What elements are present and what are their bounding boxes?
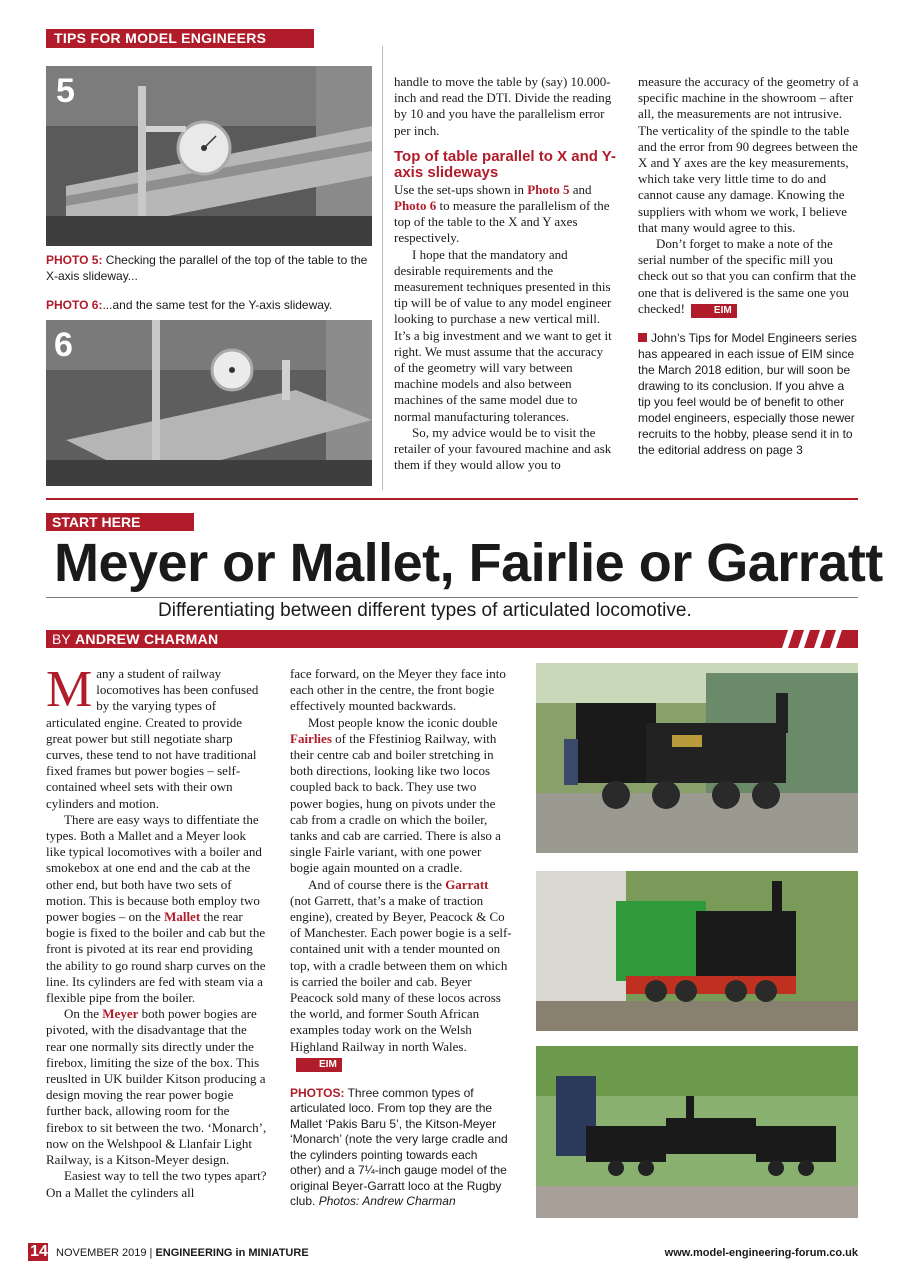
byline-bar — [46, 630, 858, 648]
article-c1-p2 — [46, 812, 268, 1006]
footer — [0, 1240, 906, 1264]
milling-table-image-2 — [46, 320, 372, 486]
tips-note-text: John’s Tips for Model Engineers series has appeared in each issue of EIM since the March 2018 edition, bur will soon be drawing to its conclusion. If you ahve a tip you feel would be of benefit to other model engineers, especially those newer recruits to the hobby, please send it in to the editorial address on page 3 — [638, 330, 857, 457]
photos-credit: Photos: Andrew Charman — [318, 1194, 456, 1209]
c2p2a: Most people know the iconic double — [308, 714, 498, 730]
article-subtitle: Differentiating between different types of articulated locomotive. — [158, 600, 692, 621]
footer-issue-date: NOVEMBER 2019 — [56, 1247, 147, 1259]
tips-column-3 — [638, 74, 860, 458]
note-square-icon — [638, 333, 647, 342]
green-locomotive-image — [536, 871, 858, 1031]
tips-subheading: Top of table parallel to X and Y-axis slideways — [394, 147, 616, 181]
tips-col2-p3: I hope that the mandatory and desirable requirements and the measurement techniques presented in this tip will be of value to any model engineer looking to purchase a new vertical mill. It’s a big investment and we want to get it right. We must assume that the accuracy of the geometry will vary between machine models and also between machines of the same model due to normal manufacturing tolerances. — [394, 246, 612, 424]
mallet-highlight: Mallet — [164, 909, 201, 925]
slash-decoration — [782, 630, 852, 648]
photos-caption — [290, 1086, 512, 1210]
tips-column-2 — [394, 74, 616, 473]
garratt-model-photo — [536, 1046, 858, 1218]
article-c2-p1: face forward, on the Meyer they face into each other in the centre, the front bogie effectively mounted backwards. — [290, 666, 506, 714]
c1p3b: both power bogies are pivoted, with the disadvantage that the rear one normally sits directly under the firebox, limiting the size of the box. This reuslted in UK builder Kitson producing a design moving the rear power bogie further back, allowing room for the firebox to sit between the two. ‘Monarch’, now on the Welshpool & Llanfair Light Railway, is a Kitson-Meyer design. — [46, 1006, 267, 1168]
start-here-kicker: START HERE — [46, 513, 194, 531]
column-divider — [382, 46, 383, 490]
tips-col3-p2 — [638, 236, 860, 318]
section-separator — [46, 498, 858, 500]
page-number: 14 — [30, 1243, 48, 1260]
photo-5-number: 5 — [56, 72, 75, 110]
photo-5-caption-text: Checking the parallel of the top of the table to the X-axis slideway... — [46, 253, 368, 283]
p2c: to measure the parallelism of the top of the table to the X and Y axes respectively. — [394, 198, 610, 246]
tips-note — [638, 330, 860, 458]
article-title: Meyer or Mallet, Fairlie or Garratt — [54, 533, 883, 593]
article-column-1 — [46, 661, 268, 1201]
tips-col2-p1: handle to move the table by (say) 10.000-inch and read the DTI. Divide the reading by 10 and you have the parallelism error per inch. — [394, 74, 612, 138]
section-header: TIPS FOR MODEL ENGINEERS — [46, 29, 314, 47]
photo-5-caption-label: PHOTO 5: — [46, 253, 103, 267]
p2a: Use the set-ups shown in — [394, 181, 528, 197]
tips-col3-p1: measure the accuracy of the geometry of a specific machine in the showroom – after all, the measurements are not intrusive. The verticality of the spindle to the table and the error from 90 degrees between the X and Y axes are the key measurements, which take very little time to do and cannot cause any damage. Knowing the suppliers with whom we work, I believe that many would agree to this. — [638, 74, 859, 235]
c2p2b: of the Ffestiniog Railway, with their centre cab and boiler stretching in both directions, looking like two locos coupled back to back. They use two power bogies, hung on pivots under the cab from a cradle on which the boiler, tanks and cab are carried. There is also a single Fairle variant, with one power bogie again mounted on a cradle. — [290, 730, 501, 876]
garratt-model-image — [536, 1046, 858, 1218]
article-c1-p1-text: any a student of railway locomotives has been confused by the varying types of articulated engine. Created to provide great power but still negotiate sharp curves, these tend to not have traditional fixed frames but power bogies – self-contained wheel sets with their own cylinders and motion. — [46, 666, 259, 811]
fairlies-highlight: Fairlies — [290, 730, 332, 746]
photo-6 — [46, 320, 372, 486]
eim-end-mark-article: EIM — [296, 1058, 342, 1072]
photo-6-number: 6 — [54, 326, 73, 364]
drop-cap: M — [46, 661, 93, 718]
footer-magazine: ENGINEERING in MINIATURE — [155, 1247, 309, 1259]
milling-table-image — [46, 66, 372, 246]
c1p2b: the rear bogie is fixed to the boiler and cab but the front is pivoted at its rear end providing the ability to go round sharp curves on the line. Its cylinders are fed with steam via a flexible pipe from the boiler. — [46, 909, 266, 1006]
photo-5-reference: Photo 5 — [527, 181, 570, 197]
article-c1-p1 — [46, 661, 268, 812]
p2b: and — [569, 181, 592, 197]
article-column-2 — [290, 666, 512, 1210]
photo-5 — [46, 66, 372, 246]
footer-separator: | — [146, 1247, 156, 1259]
photos-caption-text: Three common types of articulated loco. From top they are the Mallet ‘Pakis Baru 5’, the Kitson-Meyer ‘Monarch’ (note the very large cradle and the cylinders pointing towards each other) and a 7¼-inch gauge model of the original Beyer-Garratt loco at the Rugby club. — [290, 1085, 508, 1209]
c1p2a: There are easy ways to diffentiate the types. Both a Mallet and a Meyer look like typical locomotives with a boiler and smokebox at one end and the cab at the other end, but both have two sets of motion. This is because both employ two power bogies – on the — [46, 811, 262, 925]
tips-col2-p2 — [394, 182, 616, 247]
article-c1-p3 — [46, 1006, 268, 1168]
photo-6-caption-text: ...and the same test for the Y-axis slideway. — [102, 298, 333, 312]
garratt-highlight: Garratt — [445, 876, 489, 892]
photo-6-caption — [46, 298, 372, 314]
eim-end-mark: EIM — [691, 304, 737, 318]
footer-issue — [56, 1246, 309, 1260]
c1p3a: On the — [64, 1006, 103, 1022]
mallet-loco-photo — [536, 663, 858, 853]
photo-5-caption — [46, 253, 372, 284]
tips-col3-p2-text: Don’t forget to make a note of the serial number of the specific mill you check out so that you can confirm that the one that is delivered is the same one you checked! — [638, 236, 857, 316]
header-rule — [46, 47, 314, 48]
footer-url: www.model-engineering-forum.co.uk — [664, 1247, 858, 1259]
photo-6-caption-label: PHOTO 6: — [46, 298, 103, 312]
byline-author: ANDREW CHARMAN — [75, 631, 219, 647]
c2p3a: And of course there is the — [308, 876, 446, 892]
article-c2-p2 — [290, 715, 512, 877]
tips-col2-p4: So, my advice would be to visit the retailer of your favoured machine and ask them if they would allow you to — [394, 424, 612, 473]
black-locomotive-image — [536, 663, 858, 853]
c2p3b: (not Garrett, that’s a make of traction engine), created by Beyer, Peacock & Co of Manchester. Each power bogie is a self-contained unit with a tender mounted on top, with a cradle between them on which is carried the boiler and cab. Beyer Peacock sold many of these locos across the world, and former South African examples today work on the Welsh Highland Railway in north Wales. — [290, 892, 512, 1054]
byline-by: BY — [52, 631, 71, 647]
photo-6-reference: Photo 6 — [394, 198, 437, 214]
article-c2-p3 — [290, 877, 512, 1072]
article-c1-p4: Easiest way to tell the two types apart? On a Mallet the cylinders all — [46, 1168, 267, 1200]
kitson-meyer-loco-photo — [536, 871, 858, 1031]
meyer-highlight: Meyer — [102, 1006, 139, 1022]
photos-caption-label: PHOTOS: — [290, 1085, 345, 1100]
